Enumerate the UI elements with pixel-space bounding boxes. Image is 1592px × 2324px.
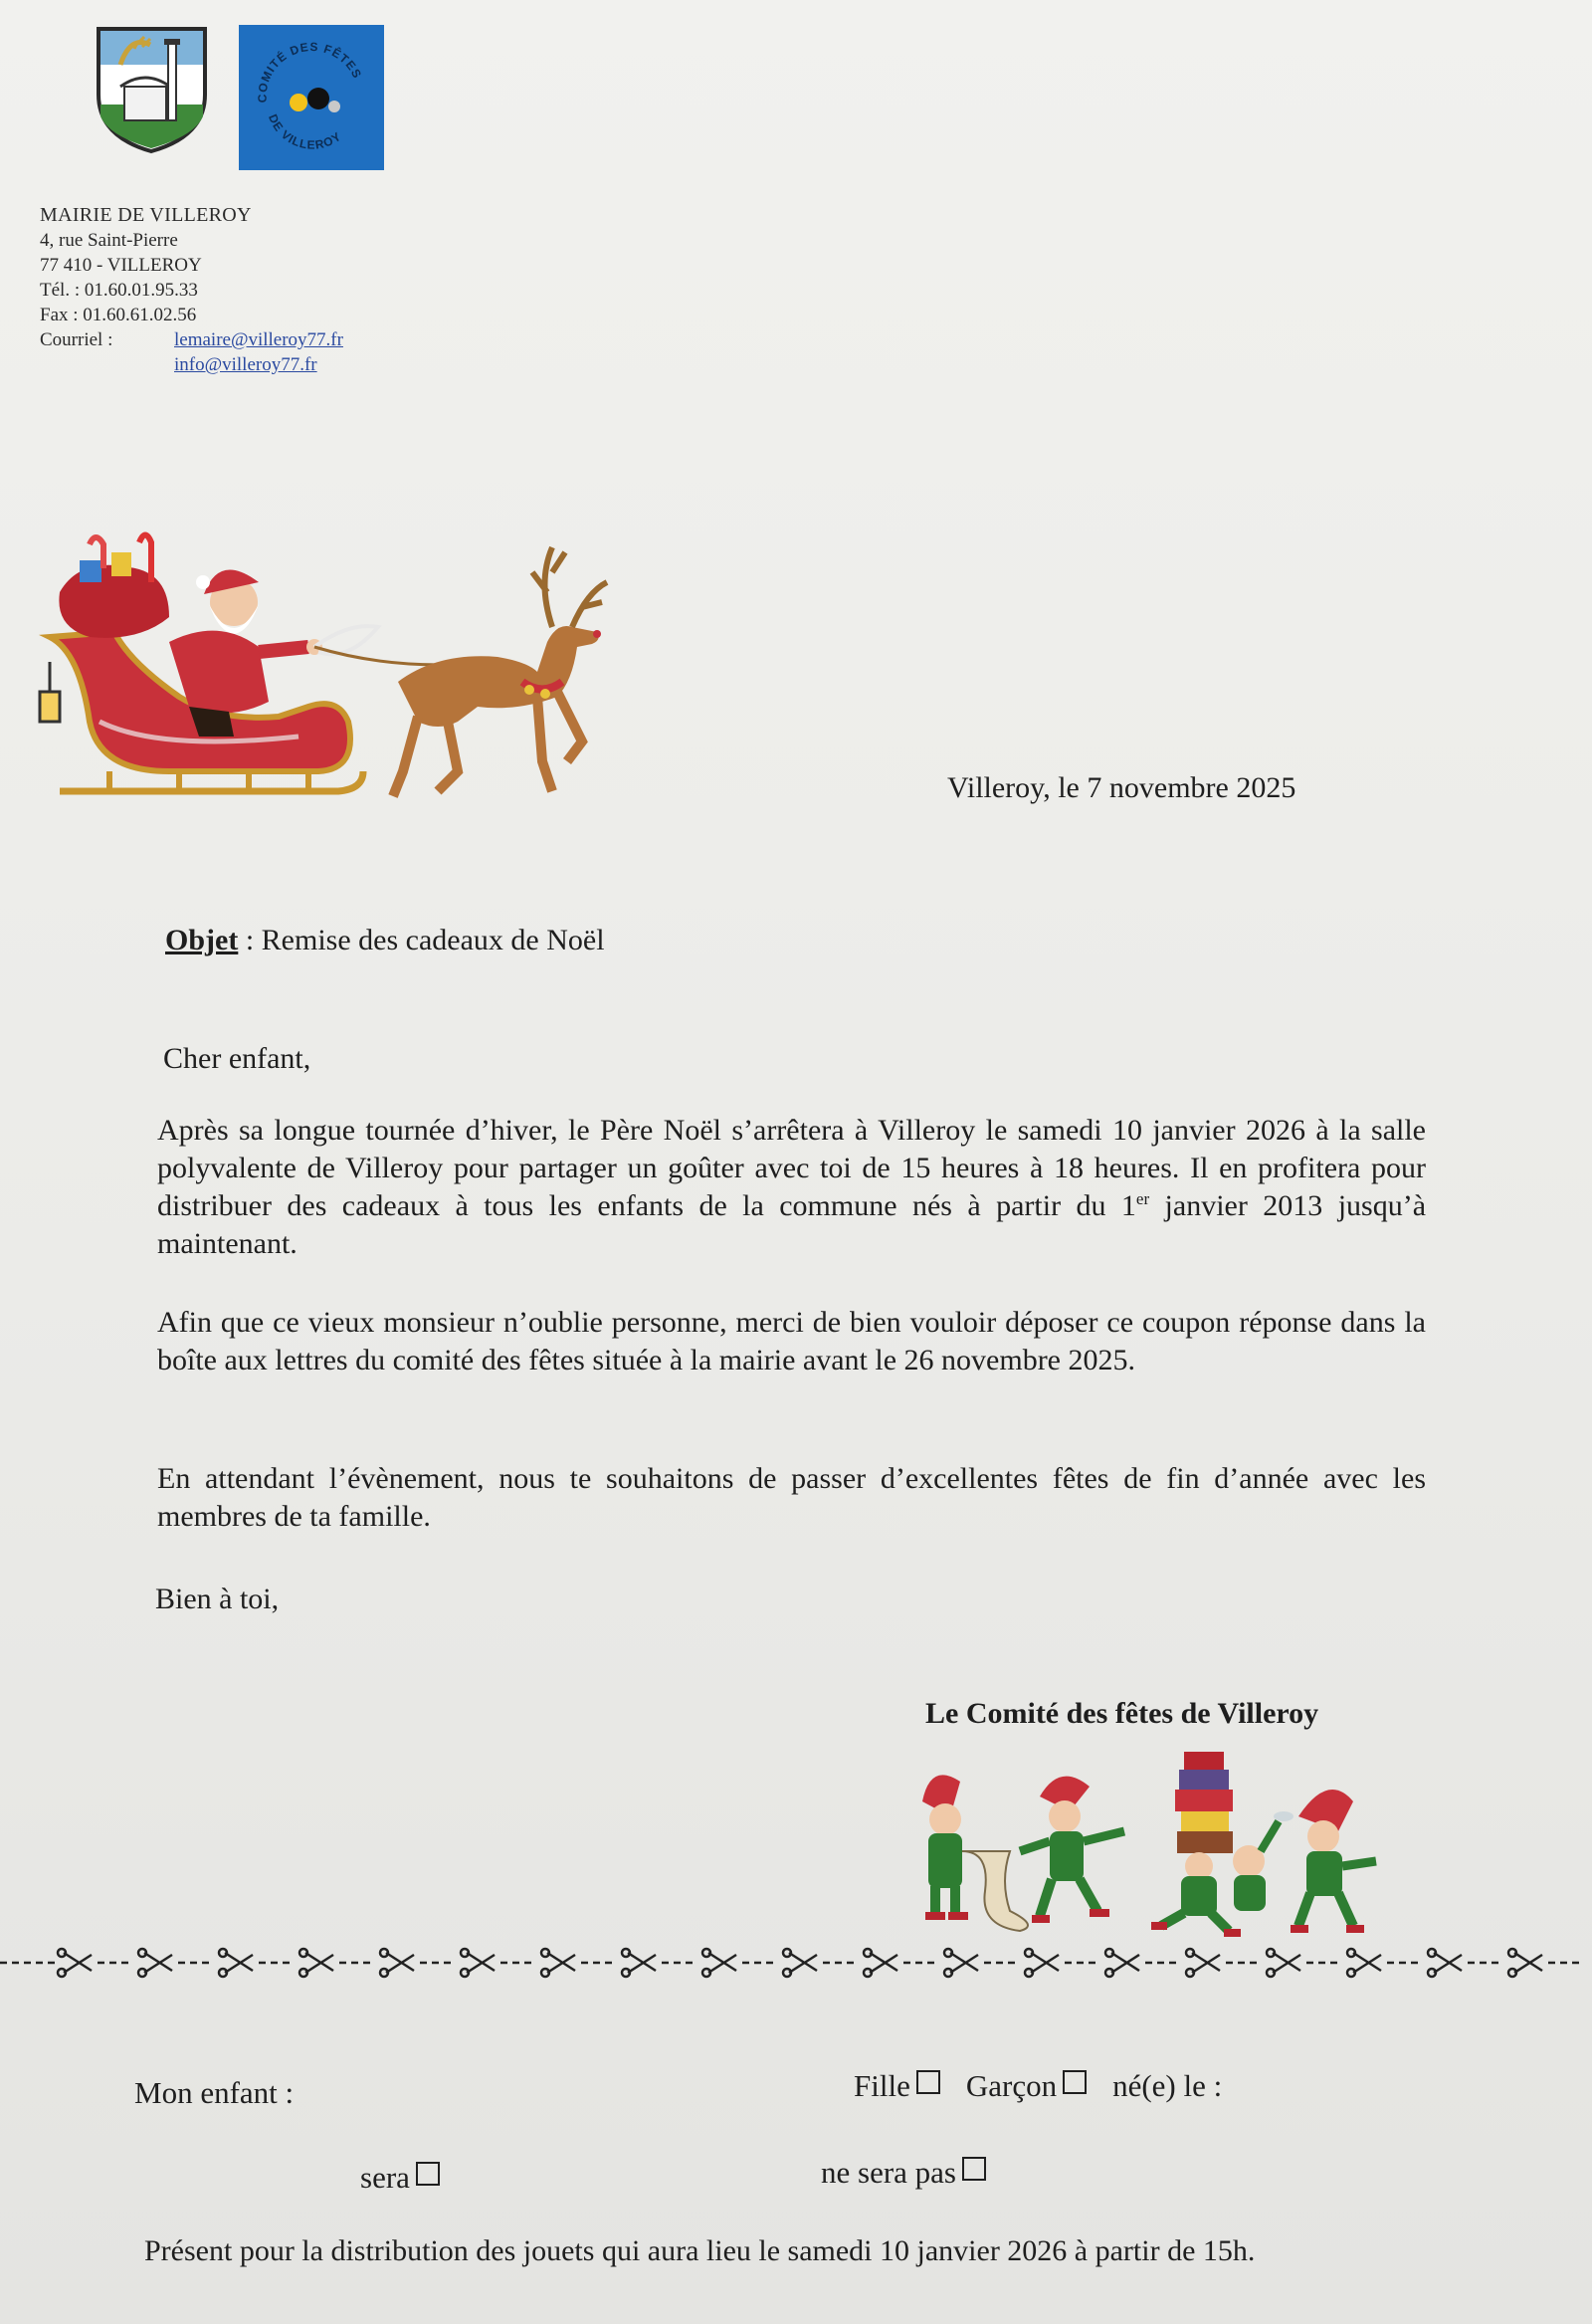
christmas-elves-icon xyxy=(900,1742,1398,1941)
santa-sleigh-reindeer-icon xyxy=(20,523,617,821)
coupon-child-label: Mon enfant : xyxy=(134,2075,295,2110)
signature: Le Comité des fêtes de Villeroy xyxy=(925,1697,1319,1730)
garcon-checkbox[interactable] xyxy=(1063,2070,1087,2094)
svg-text:DE VILLEROY: DE VILLEROY xyxy=(265,111,344,152)
sera-checkbox[interactable] xyxy=(416,2162,440,2186)
paragraph-wishes: En attendant l’évènement, nous te souhaitons de passer d’excellentes fêtes de fin d’année avec les membres de ta famille. xyxy=(157,1462,1426,1533)
scissors-icon xyxy=(461,1949,495,1977)
scissors-icon xyxy=(783,1949,817,1977)
scissors-icon xyxy=(219,1949,253,1977)
fille-checkbox[interactable] xyxy=(916,2070,940,2094)
scissors-icon xyxy=(1186,1949,1220,1977)
salutation: Cher enfant, xyxy=(163,1042,311,1075)
subject-separator: : xyxy=(238,924,262,956)
fille-label: Fille xyxy=(854,2068,910,2103)
scissors-icon xyxy=(622,1949,656,1977)
coupon-ne-sera-pas xyxy=(821,2155,986,2191)
sender-tel: Tél. : 01.60.01.95.33 xyxy=(40,280,198,301)
email-link-info[interactable]: info@villeroy77.fr xyxy=(174,354,317,375)
cut-line xyxy=(0,1943,1592,1983)
paragraph-announcement-end: janvier 2013 jusqu’à maintenant. xyxy=(157,1189,1427,1260)
subject-label: Objet xyxy=(165,924,239,956)
birthdate-label: né(e) le : xyxy=(1112,2068,1223,2103)
village-shield-icon xyxy=(95,25,209,154)
scissors-icon xyxy=(1267,1949,1300,1977)
paragraph-coupon-instructions: Afin que ce vieux monsieur n’oublie personne, merci de bien vouloir déposer ce coupon réponse dans la boîte aux lettres du comité des fêtes située à la mairie avant le 26 novembre 2025. xyxy=(157,1306,1426,1376)
sera-label: sera xyxy=(360,2160,410,2195)
letter-subject xyxy=(165,924,605,957)
svg-text:COMITÉ DES FÊTES: COMITÉ DES FÊTES xyxy=(255,39,365,104)
mail-label: Courriel : xyxy=(40,329,113,350)
scissors-icon xyxy=(380,1949,414,1977)
garcon-label: Garçon xyxy=(965,2068,1058,2103)
comite-des-fetes-logo-icon xyxy=(239,25,384,170)
email-link-maire[interactable]: lemaire@villeroy77.fr xyxy=(174,329,343,350)
scissors-icon xyxy=(58,1949,92,1977)
scissors-icon xyxy=(944,1949,978,1977)
coupon-presence-note: Présent pour la distribution des jouets qui aura lieu le samedi 10 janvier 2026 à partir de 15h. xyxy=(144,2234,1256,2267)
subject-text: Remise des cadeaux de Noël xyxy=(261,924,605,956)
scissors-icon xyxy=(1428,1949,1462,1977)
sender-name: MAIRIE DE VILLEROY xyxy=(40,204,252,226)
scissors-icon xyxy=(138,1949,172,1977)
sender-address xyxy=(40,203,343,377)
scissors-icon xyxy=(299,1949,333,1977)
scissors-icon xyxy=(864,1949,897,1977)
ordinal-superscript: er xyxy=(1135,1189,1150,1208)
coupon-sera xyxy=(360,2160,440,2196)
scissors-icon xyxy=(541,1949,575,1977)
ne-sera-pas-checkbox[interactable] xyxy=(962,2157,986,2181)
paragraph-announcement-text: Après sa longue tournée d’hiver, le Père Noël s’arrêtera à Villeroy le samedi 10 janvier 2026 à la salle polyvalente de Villeroy pour partager un goûter avec toi de 15 heures à 18 heures. Il en profitera pour distribuer des cadeaux à tous les enfants de la commune nés à partir du 1 xyxy=(157,1114,1426,1222)
scissors-icon xyxy=(1508,1949,1542,1977)
letter-date: Villeroy, le 7 novembre 2025 xyxy=(947,771,1296,804)
sender-street: 4, rue Saint-Pierre xyxy=(40,230,178,251)
scissors-icon xyxy=(1025,1949,1059,1977)
sender-fax: Fax : 01.60.61.02.56 xyxy=(40,305,197,325)
scissors-icon xyxy=(1105,1949,1139,1977)
scissors-icon xyxy=(702,1949,736,1977)
ne-sera-pas-label: ne sera pas xyxy=(821,2155,956,2190)
closing: Bien à toi, xyxy=(155,1583,280,1615)
scissors-icon xyxy=(1347,1949,1381,1977)
sender-city: 77 410 - VILLEROY xyxy=(40,255,202,276)
paragraph-announcement xyxy=(157,1112,1426,1263)
coupon-gender-row xyxy=(854,2068,1222,2104)
